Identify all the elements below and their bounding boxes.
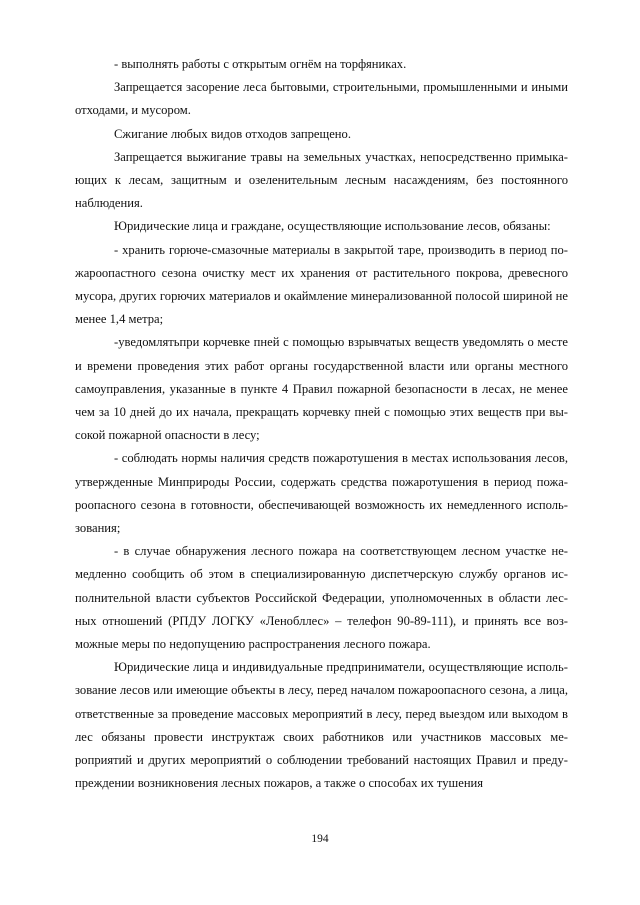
page-body-text	[75, 53, 568, 796]
paragraph: - соблюдать нормы наличия средств пожаротушения в местах использования лесов, утвержденные Минприроды России, содержать средства пожаротушения в период пожароопасного сезона в готовности, обеспечивающей возможность их немедленного использования;	[75, 451, 568, 536]
paragraph: - выполнять работы с открытым огнём на торфяниках.	[114, 57, 407, 71]
paragraph: Юридические лица и граждане, осуществляющие использование лесов, обязаны:	[114, 219, 551, 234]
paragraph: Юридические лица и индивидуальные предприниматели, осуществляющие использование лесов или имеющие объекты в лесу, перед началом пожароопасного сезона, а лица, ответственные за проведение массовых мероприятий в лесу, перед выездом или выходом в лес обязаны провести инструктаж своих работников или участников массовых мероприятий и других мероприятий о соблюдении требований настоящих Правил и предупреждении возникновения лесных пожаров, а также о способах их тушения	[75, 660, 568, 791]
paragraph: -уведомлятьпри корчевке пней с помощью взрывчатых веществ уведомлять о месте и времени проведения этих работ органы государственной власти или органы местного самоуправления, указанные в пункте 4 Правил пожарной безопасности в лесах, не менее чем за 10 дней до их начала, прекращать корчевку пней с помощью этих веществ при высокой пожарной опасности в лесу;	[75, 335, 568, 443]
paragraph: - хранить горюче-смазочные материалы в закрытой таре, производить в период пожароопастного сезона очистку мест их хранения от растительного покрова, древесного мусора, других горючих материалов и окаймление минерализованной полосой шириной не менее 1,4 метра;	[75, 242, 568, 327]
page-number: 194	[311, 833, 329, 845]
paragraph: Запрещается засорение леса бытовыми, строительными, промышленными и иными отходами, и мусором.	[75, 80, 568, 118]
paragraph: Сжигание любых видов отходов запрещено.	[114, 126, 351, 141]
paragraph: Запрещается выжигание травы на земельных участках, непосредственно примыкающих к лесам, защитным и озеленительным лесным насаждениям, без постоянного наблюдения.	[75, 149, 568, 211]
paragraph: - в случае обнаружения лесного пожара на соответствующем лесном участке немедленно сообщить об этом в специализированную диспетчерскую службу органов исполнительной власти субъектов Российской Федерации, уполномоченных в области лесных отношений (РПДУ ЛОГКУ «Ленобллес» – телефон 90-89-111), и принять все возможные меры по недопущению распространения лесного пожара.	[75, 544, 568, 652]
